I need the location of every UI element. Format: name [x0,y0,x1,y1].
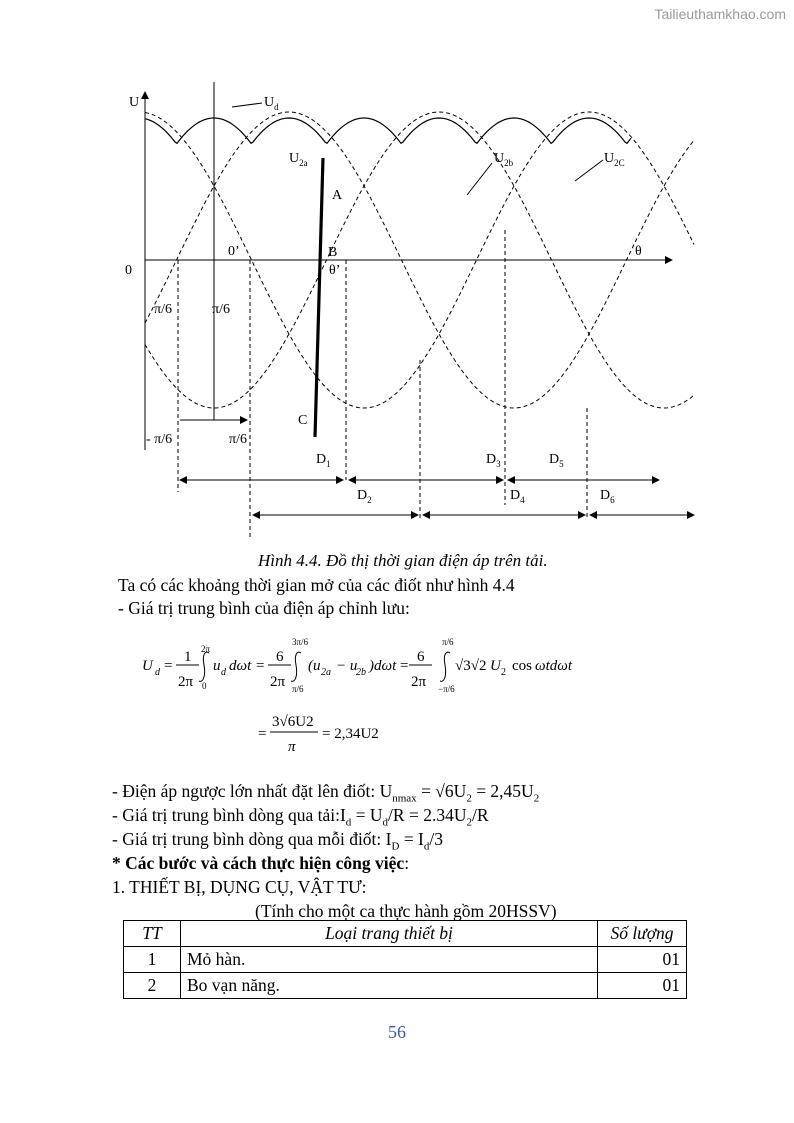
u2b-leader [467,163,492,195]
ud-ripple-curve [145,118,631,143]
table-row: 1 Mỏ hàn. 01 [124,947,687,973]
point-c-label: C [298,413,308,428]
d6-label: $D_6$ [600,488,615,505]
pi6-left-label: π/6 [154,302,172,317]
header-equipment: Loại trang thiết bị [181,921,598,947]
origin-label: 0 [125,263,132,278]
svg-text:U: U [490,658,501,674]
point-a-label: A [332,188,343,203]
svg-text:3√6U2: 3√6U2 [272,714,314,730]
line-max-reverse-voltage: - Điện áp ngược lớn nhất đặt lên điốt: $U_{nmax} = √6U_2 = 2,45U_2$ [112,781,540,805]
svg-text:2a: 2a [321,667,331,678]
equipment-table [123,920,687,999]
paragraph-2: - Giá trị trung bình của điện áp chỉnh lưu: [118,598,410,618]
page-number: 56 [388,1022,406,1042]
point-b-label: B [328,245,338,260]
svg-text:2π: 2π [178,674,194,690]
pi6-bottom-label: π/6 [229,432,247,447]
svg-text:− u: − u [336,658,358,674]
svg-text:6: 6 [417,649,425,665]
table-row: 2 Bo vạn năng. 01 [124,973,687,999]
section-heading-equipment: 1. THIẾT BỊ, DỤNG CỤ, VẬT TƯ: [112,877,367,897]
watermark: Tailieuthamkhao.com [654,6,786,22]
ud-leader [232,103,262,107]
svg-text:√3√2: √3√2 [455,658,487,674]
line-diode-current: - Giá trị trung bình dòng qua mỗi điốt: $I_D = I_d/3$ [112,829,444,853]
svg-text:6: 6 [276,649,284,665]
header-tt: TT [124,921,181,947]
svg-text:d: d [221,667,226,678]
svg-text:=: = [256,658,265,674]
table-header-row [124,921,687,947]
svg-text:cos: cos [512,658,532,674]
svg-text:=: = [164,658,173,674]
d5-label: $D_5$ [549,452,564,469]
axis-label-u: U [129,95,140,110]
svg-text:=: = [258,726,267,742]
svg-text:dωt: dωt [229,658,252,674]
d4-label: $D_4$ [510,488,525,505]
label-u2c: $U_{2C}$ [604,151,625,168]
svg-text:2π: 2π [270,674,286,690]
d2-label: $D_2$ [357,488,372,505]
svg-text:2b: 2b [356,667,366,678]
svg-text:2: 2 [501,667,506,678]
svg-text:=: = [400,658,409,674]
neg-pi6-label: - π/6 [146,432,173,447]
d1-label: $D_1$ [316,452,331,469]
svg-text:1: 1 [184,649,192,665]
d3-label: $D_3$ [486,452,501,469]
header-quantity: Số lượng [598,921,687,947]
svg-text:π/6: π/6 [442,637,454,647]
voltage-time-diagram [0,0,794,545]
paragraph-1: Ta có các khoảng thời gian mở của các điốt như hình 4.4 [118,575,515,595]
abc-thick-line [315,158,323,437]
svg-text:2π: 2π [201,644,211,654]
svg-text:u: u [213,658,221,674]
svg-text:ωtdωt: ωtdωt [535,658,573,674]
svg-text:= 2,34U2: = 2,34U2 [322,726,379,742]
svg-text:π/6: π/6 [292,684,304,694]
svg-text:−π/6: −π/6 [438,684,455,694]
theta-label: θ [635,244,642,259]
label-u2a: $U_{2a}$ [289,151,308,168]
svg-text:0: 0 [202,681,207,691]
pi6-mid-label: π/6 [212,302,230,317]
label-u2b: $U_{2b}$ [494,151,514,168]
figure-caption: Hình 4.4. Đồ thị thời gian điện áp trên tải. [258,551,548,570]
svg-text:π: π [288,739,296,755]
origin-prime-label: 0’ [228,244,240,259]
svg-text:3π/6: 3π/6 [292,637,309,647]
label-ud: $U_d$ [264,95,279,112]
svg-text:2π: 2π [411,674,427,690]
svg-text:(u: (u [308,658,321,674]
line-load-current: - Giá trị trung bình dòng qua $tải:I_d = U_d/R = 2.34U_2/R$ [112,805,489,829]
section-heading-steps: * Các bước và cách thực hiện công việc: [112,853,410,873]
theta-prime-label: θ’ [329,263,341,278]
f-ud: U [142,658,153,674]
u2c-leader [575,160,603,181]
equipment-note: (Tính cho một ca thực hành gồm 20HSSV) [255,901,557,921]
svg-text:)dωt: )dωt [369,658,397,674]
svg-text:d: d [155,667,160,678]
